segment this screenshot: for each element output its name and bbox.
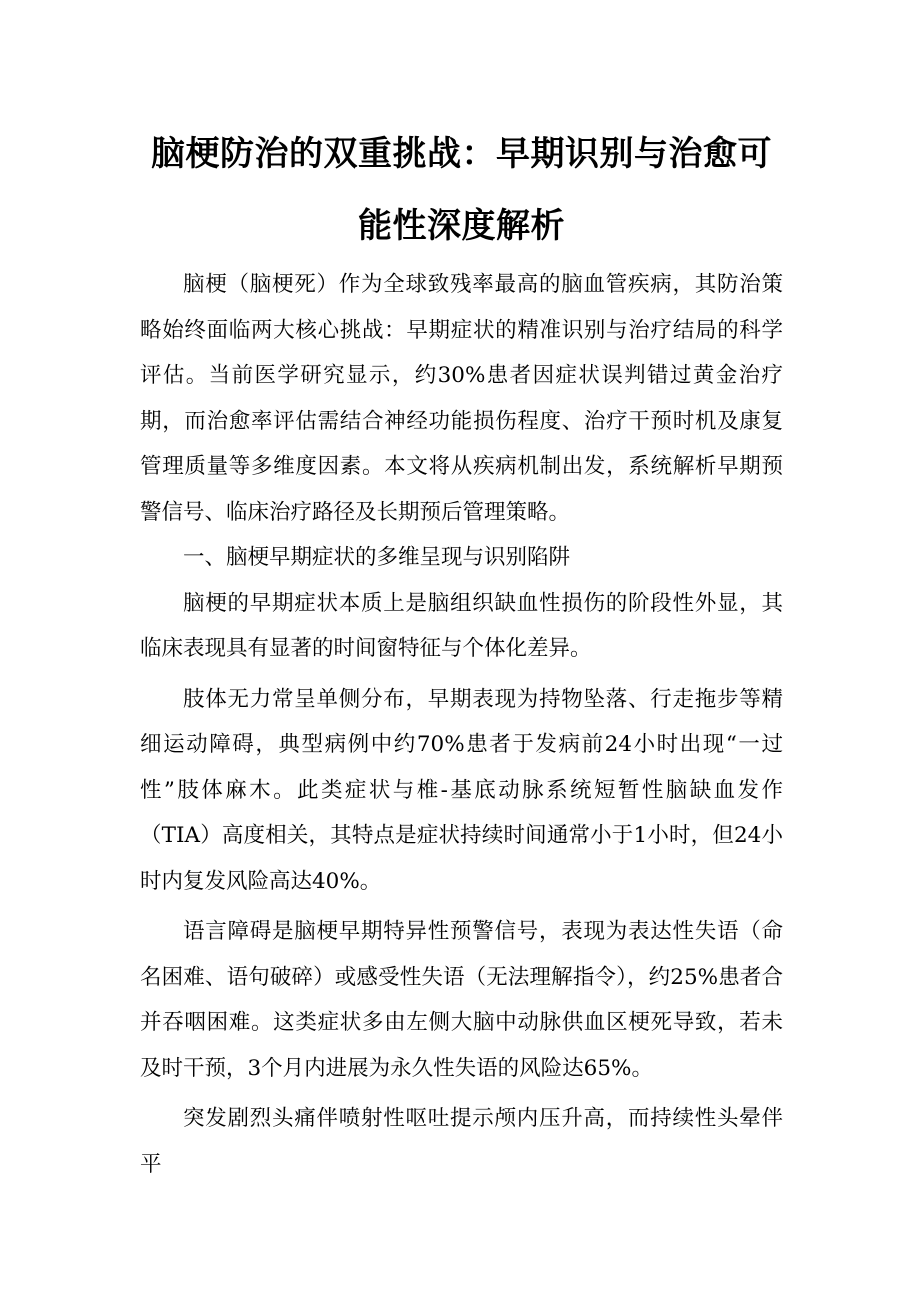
body-paragraph: 语言障碍是脑梗早期特异性预警信号，表现为表达性失语（命名困难、语句破碎）或感受性失语（无法理解指令），约25%患者合并吞咽困难。这类症状多由左侧大脑中动脉供血区梗死导致，若未及时干预，3个月内进展为永久性失语的风险达65%。 [140, 919, 783, 1081]
section-heading: 一、脑梗早期症状的多维呈现与识别陷阱 [183, 545, 571, 570]
intro-paragraph: 脑梗（脑梗死）作为全球致残率最高的脑血管疾病，其防治策略始终面临两大核心挑战：早期症状的精准识别与治疗结局的科学评估。当前医学研究显示，约30%患者因症状误判错过黄金治疗期，而治愈率评估需结合神经功能损伤程度、治疗干预时机及康复管理质量等多维度因素。本文将从疾病机制出发，系统解析早期预警信号、临床治疗路径及长期预后管理策略。 [140, 272, 783, 525]
document-page [140, 0, 783, 1187]
body-paragraph: 脑梗的早期症状本质上是脑组织缺血性损伤的阶段性外显，其临床表现具有显著的时间窗特征与个体化差异。 [140, 590, 783, 661]
body-paragraph: 突发剧烈头痛伴喷射性呕吐提示颅内压升高，而持续性头晕伴平 [140, 1106, 783, 1177]
document-title: 脑梗防治的双重挑战：早期识别与治愈可能性深度解析 [151, 134, 772, 246]
body-paragraph: 肢体无力常呈单侧分布，早期表现为持物坠落、行走拖步等精细运动障碍，典型病例中约70%患者于发病前24小时出现“一过性”肢体麻木。此类症状与椎-基底动脉系统短暂性脑缺血发作（TIA）高度相关，其特点是症状持续时间通常小于1小时，但24小时内复发风险高达40%。 [140, 686, 783, 894]
